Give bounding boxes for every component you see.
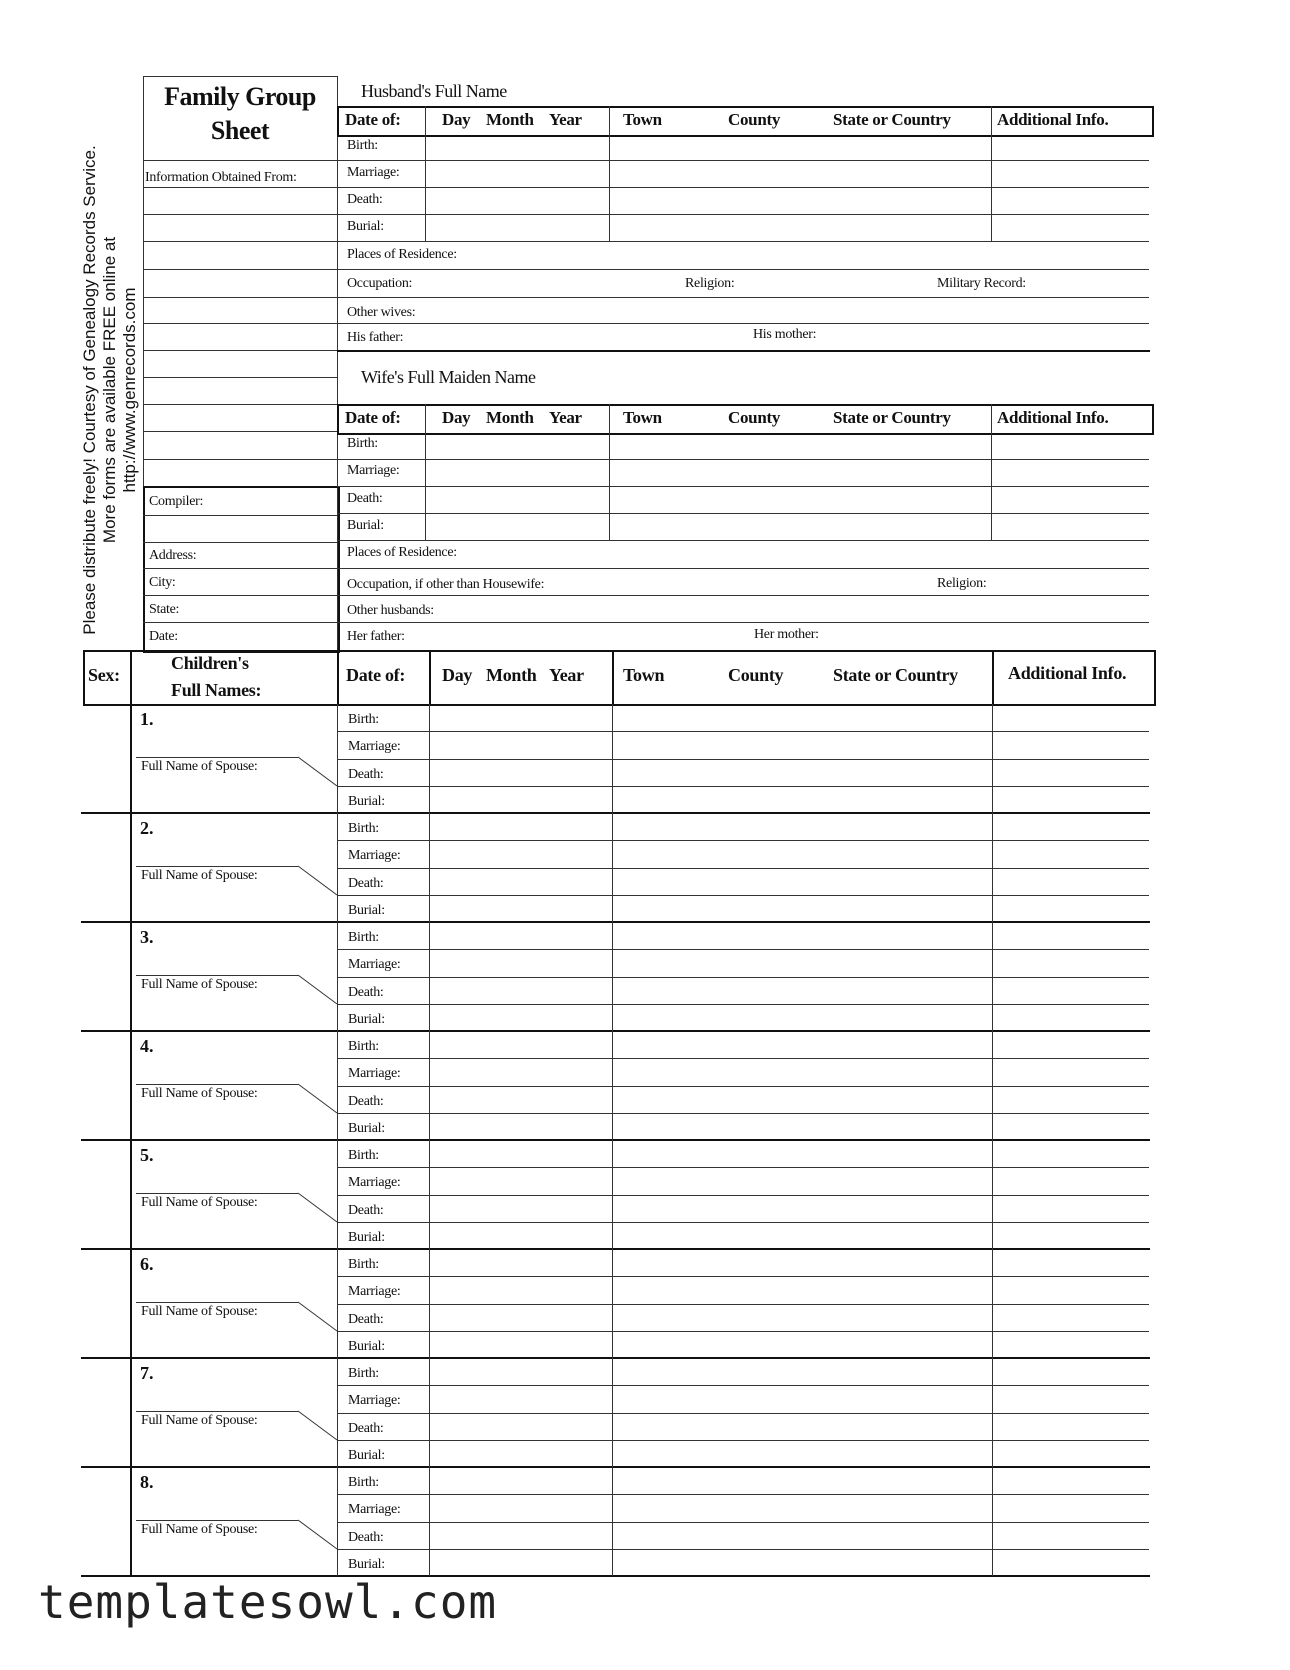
child-marriage: Marriage: — [348, 739, 401, 755]
row-line — [337, 1413, 1149, 1414]
child-burial: Burial: — [348, 1120, 385, 1136]
child-marriage: Marriage: — [348, 1284, 401, 1300]
side-note-line1: Please distribute freely! Courtesy of Genealogy Records Service. — [80, 145, 99, 635]
husband-year: Year — [549, 110, 582, 129]
row-line — [337, 1004, 1149, 1005]
husband-mother: His mother: — [753, 327, 817, 342]
wife-occupation: Occupation, if other than Housewife: — [347, 577, 545, 592]
info-line — [143, 297, 337, 298]
row-line — [337, 1494, 1149, 1495]
wife-residence: Places of Residence: — [347, 545, 457, 560]
child-death: Death: — [348, 1202, 384, 1218]
child-number: 8. — [140, 1472, 154, 1492]
spouse-line — [136, 1302, 298, 1303]
info-line — [143, 323, 337, 324]
child-birth: Birth: — [348, 821, 379, 836]
spouse-line — [136, 757, 298, 758]
row-line — [337, 1331, 1149, 1332]
spouse-label: Full Name of Spouse: — [141, 759, 258, 774]
child-separator — [81, 812, 1150, 814]
child-separator — [81, 1466, 1150, 1468]
spouse-label: Full Name of Spouse: — [141, 1195, 258, 1210]
spouse-label: Full Name of Spouse: — [141, 1413, 258, 1428]
child-birth: Birth: — [348, 1257, 379, 1272]
child-number: 2. — [140, 818, 154, 838]
spouse-slant — [297, 1410, 339, 1442]
husband-burial: Burial: — [347, 219, 384, 234]
info-line — [143, 431, 337, 432]
child-burial: Burial: — [348, 1011, 385, 1027]
husband-other-wives: Other wives: — [347, 305, 416, 320]
wife-date-of: Date of: — [345, 408, 401, 427]
child-separator — [81, 1139, 1150, 1141]
child-birth: Birth: — [348, 1475, 379, 1490]
husband-month: Month — [486, 110, 534, 129]
title-line2: Sheet — [210, 116, 270, 145]
child-separator — [81, 1248, 1150, 1250]
wife-additional: Additional Info. — [997, 408, 1109, 427]
child-separator — [81, 921, 1150, 923]
child-birth: Birth: — [348, 1039, 379, 1054]
column-divider — [130, 704, 132, 1576]
wife-religion: Religion: — [937, 576, 987, 591]
spouse-slant — [297, 865, 339, 897]
child-burial: Burial: — [348, 1229, 385, 1245]
child-death: Death: — [348, 984, 384, 1000]
child-death: Death: — [348, 1420, 384, 1436]
row-line — [337, 1113, 1149, 1114]
spouse-line — [136, 975, 298, 976]
row-line — [337, 1222, 1149, 1223]
children-year: Year — [549, 665, 584, 685]
column-divider — [992, 704, 993, 1576]
children-date-of: Date of: — [346, 665, 406, 685]
wife-other-husbands: Other husbands: — [347, 603, 434, 618]
spouse-line — [136, 866, 298, 867]
husband-county: County — [728, 110, 781, 129]
spouse-label: Full Name of Spouse: — [141, 1086, 258, 1101]
address-label: Address: — [149, 548, 197, 563]
row-line — [337, 786, 1149, 787]
column-divider — [337, 704, 338, 1576]
info-line — [143, 459, 337, 460]
child-birth: Birth: — [348, 1148, 379, 1163]
husband-residence: Places of Residence: — [347, 247, 457, 262]
row-line — [337, 1385, 1149, 1386]
row-line — [337, 731, 1149, 732]
spouse-slant — [297, 1519, 339, 1551]
wife-mother: Her mother: — [754, 627, 819, 642]
row-line — [337, 1276, 1149, 1277]
row-line — [337, 1058, 1149, 1059]
child-birth: Birth: — [348, 712, 379, 727]
wife-birth: Birth: — [347, 436, 378, 451]
child-number: 7. — [140, 1363, 154, 1383]
child-number: 4. — [140, 1036, 154, 1056]
spouse-line — [136, 1193, 298, 1194]
child-marriage: Marriage: — [348, 1502, 401, 1518]
info-line — [143, 404, 337, 405]
child-burial: Burial: — [348, 1338, 385, 1354]
date-label: Date: — [149, 629, 178, 644]
child-death: Death: — [348, 1529, 384, 1545]
child-death: Death: — [348, 1093, 384, 1109]
child-death: Death: — [348, 875, 384, 891]
info-line — [143, 350, 337, 351]
husband-birth: Birth: — [347, 138, 378, 153]
husband-day: Day — [442, 110, 471, 129]
child-number: 6. — [140, 1254, 154, 1274]
husband-marriage: Marriage: — [347, 165, 400, 180]
column-divider — [429, 704, 430, 1576]
wife-month: Month — [486, 408, 534, 427]
spouse-label: Full Name of Spouse: — [141, 868, 258, 883]
child-number: 3. — [140, 927, 154, 947]
spouse-line — [136, 1084, 298, 1085]
children-names-line1: Children's — [171, 653, 249, 673]
children-additional: Additional Info. — [1008, 663, 1127, 683]
husband-occupation: Occupation: — [347, 276, 413, 291]
row-line — [337, 1522, 1149, 1523]
child-burial: Burial: — [348, 1447, 385, 1463]
row-line — [337, 868, 1149, 869]
wife-year: Year — [549, 408, 582, 427]
wife-section-title: Wife's Full Maiden Name — [361, 367, 536, 387]
row-line — [337, 895, 1149, 896]
info-obtained-label: Information Obtained From: — [145, 170, 297, 185]
child-death: Death: — [348, 766, 384, 782]
children-town: Town — [623, 665, 665, 685]
row-line — [337, 977, 1149, 978]
wife-town: Town — [623, 408, 662, 427]
wife-death: Death: — [347, 491, 383, 506]
children-county: County — [728, 665, 784, 685]
spouse-slant — [297, 1301, 339, 1333]
row-line — [337, 1549, 1149, 1550]
side-note-line3: http://www.genrecords.com — [120, 287, 139, 493]
title-line1: Family Group — [164, 82, 316, 111]
child-marriage: Marriage: — [348, 848, 401, 864]
child-separator — [81, 1030, 1150, 1032]
wife-day: Day — [442, 408, 471, 427]
info-line — [143, 187, 337, 188]
child-number: 5. — [140, 1145, 154, 1165]
wife-father: Her father: — [347, 629, 405, 644]
state-label: State: — [149, 602, 180, 617]
info-line — [143, 214, 337, 215]
wife-state: State or Country — [833, 408, 951, 427]
wife-burial: Burial: — [347, 518, 384, 533]
spouse-label: Full Name of Spouse: — [141, 1304, 258, 1319]
child-marriage: Marriage: — [348, 1066, 401, 1082]
spouse-slant — [297, 974, 339, 1006]
compiler-label: Compiler: — [149, 494, 204, 509]
row-line — [337, 1086, 1149, 1087]
child-number: 1. — [140, 709, 154, 729]
info-line — [143, 377, 337, 378]
child-birth: Birth: — [348, 1366, 379, 1381]
children-state: State or Country — [833, 665, 958, 685]
spouse-label: Full Name of Spouse: — [141, 977, 258, 992]
spouse-line — [136, 1411, 298, 1412]
row-line — [337, 1304, 1149, 1305]
husband-death: Death: — [347, 192, 383, 207]
husband-additional: Additional Info. — [997, 110, 1109, 129]
spouse-slant — [297, 756, 339, 788]
wife-county: County — [728, 408, 781, 427]
children-names-line2: Full Names: — [171, 680, 262, 700]
husband-section-title: Husband's Full Name — [361, 81, 507, 101]
children-month: Month — [486, 665, 537, 685]
column-divider — [612, 704, 613, 1576]
row-line — [337, 1440, 1149, 1441]
compiler-box — [143, 486, 340, 653]
child-death: Death: — [348, 1311, 384, 1327]
husband-date-of: Date of: — [345, 110, 401, 129]
page-title — [143, 80, 337, 148]
children-sex: Sex: — [88, 665, 120, 685]
info-line — [143, 241, 337, 242]
spouse-slant — [297, 1083, 339, 1115]
row-line — [337, 1195, 1149, 1196]
spouse-slant — [297, 1192, 339, 1224]
child-burial: Burial: — [348, 1556, 385, 1572]
child-separator — [81, 1357, 1150, 1359]
child-birth: Birth: — [348, 930, 379, 945]
info-line — [143, 269, 337, 270]
child-burial: Burial: — [348, 793, 385, 809]
row-line — [337, 840, 1149, 841]
child-burial: Burial: — [348, 902, 385, 918]
spouse-line — [136, 1520, 298, 1521]
wife-marriage: Marriage: — [347, 463, 400, 478]
side-note-line2: More forms are available FREE online at — [100, 236, 119, 544]
children-day: Day — [442, 665, 473, 685]
husband-father: His father: — [347, 330, 404, 345]
husband-military: Military Record: — [937, 276, 1026, 291]
row-line — [337, 949, 1149, 950]
child-marriage: Marriage: — [348, 1393, 401, 1409]
watermark: templatesowl.com — [38, 1575, 498, 1629]
child-marriage: Marriage: — [348, 957, 401, 973]
husband-town: Town — [623, 110, 662, 129]
husband-religion: Religion: — [685, 276, 735, 291]
row-line — [337, 759, 1149, 760]
row-line — [337, 1167, 1149, 1168]
spouse-label: Full Name of Spouse: — [141, 1522, 258, 1537]
city-label: City: — [149, 575, 176, 590]
husband-state: State or Country — [833, 110, 951, 129]
child-marriage: Marriage: — [348, 1175, 401, 1191]
